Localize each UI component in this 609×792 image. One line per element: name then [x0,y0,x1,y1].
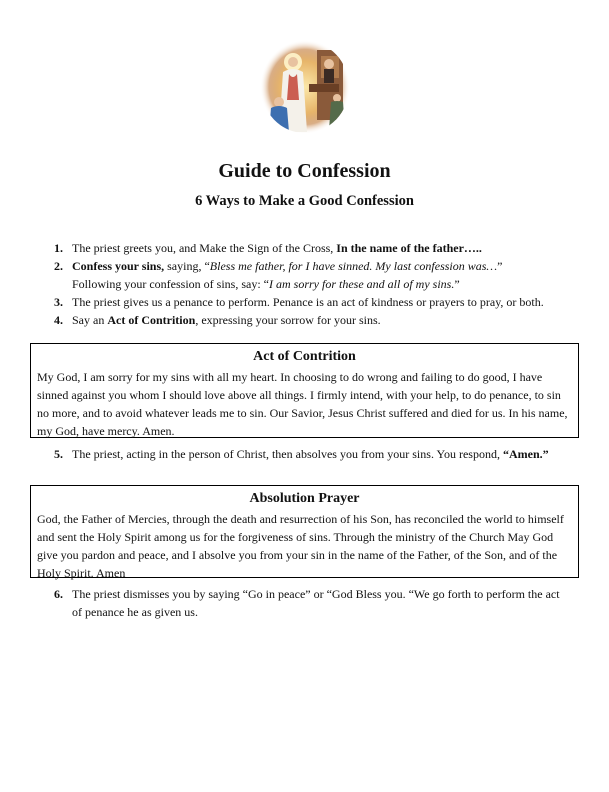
act-of-contrition-title: Act of Contrition [253,349,356,364]
step-text: The priest greets you, and Make the Sign of the Cross, [72,241,337,255]
step-bold-text: Act of Contrition [107,313,196,327]
step-bold-text: In the name of the father….. [336,241,482,255]
step-number: 2. [54,259,63,273]
list-item [50,445,570,463]
list-item [50,311,570,329]
list-item [50,293,570,311]
step-bold-text: “Amen.” [502,447,549,461]
step-text: saying, “ [164,259,210,273]
list-item [50,239,570,257]
absolution-prayer-body: God, the Father of Mercies, through the death and resurrection of his Son, has reconciled the world to himself and sent the Holy Spirit among us for the forgiveness of sins. Through the ministry of the Church May God give you pardon and peace, and I absolve you from your sin in the name of the Father, of the Son, and of the Holy Spirit. Amen [37,512,564,580]
step-number: 6. [54,587,63,601]
step-number: 3. [54,295,63,309]
step-text-end: ” [497,259,503,273]
confession-scene-emblem [259,40,351,134]
steps-list-continued [50,445,570,463]
page-title: Guide to Confession [218,160,391,182]
step-number: 5. [54,447,63,461]
step-italic-line2: I am sorry for these and all of my sins. [269,277,455,291]
step-number: 1. [54,241,63,255]
page-subtitle: 6 Ways to Make a Good Confession [195,193,414,209]
step-italic-text: Bless me father, for I have sinned. My last confession was… [209,259,498,273]
act-of-contrition-box [30,343,579,438]
list-item [50,585,570,621]
step-text: The priest dismisses you by saying “Go in peace” or “God Bless you. “We go forth to perform the act of penance he as given us. [72,587,560,619]
step-text: The priest gives us a penance to perform. Penance is an act of kindness or prayers to pray, or both. [72,295,544,309]
step-text: Say an [72,313,108,327]
step-text-line2: Following your confession of sins, say: “ [72,277,269,291]
step-number: 4. [54,313,63,327]
absolution-prayer-box [30,485,579,578]
step-text: The priest, acting in the person of Christ, then absolves you from your sins. You respond, [72,447,503,461]
absolution-prayer-title: Absolution Prayer [249,491,360,506]
step-bold-text: Confess your sins, [72,259,165,273]
step-text-line2-end: ” [454,277,460,291]
step-text-end: , expressing your sorrow for your sins. [195,313,381,327]
steps-list [50,239,570,329]
act-of-contrition-body: My God, I am sorry for my sins with all my heart. In choosing to do wrong and failing to do good, I have sinned against you whom I should love above all things. I firmly intend, with your help, to do penance, to sin no more, and to avoid whatever leads me to sin. Our Savior, Jesus Christ suffered and died for us. In his name, my God, have mercy. Amen. [37,370,568,438]
list-item [50,257,570,293]
steps-list-final [50,585,570,621]
